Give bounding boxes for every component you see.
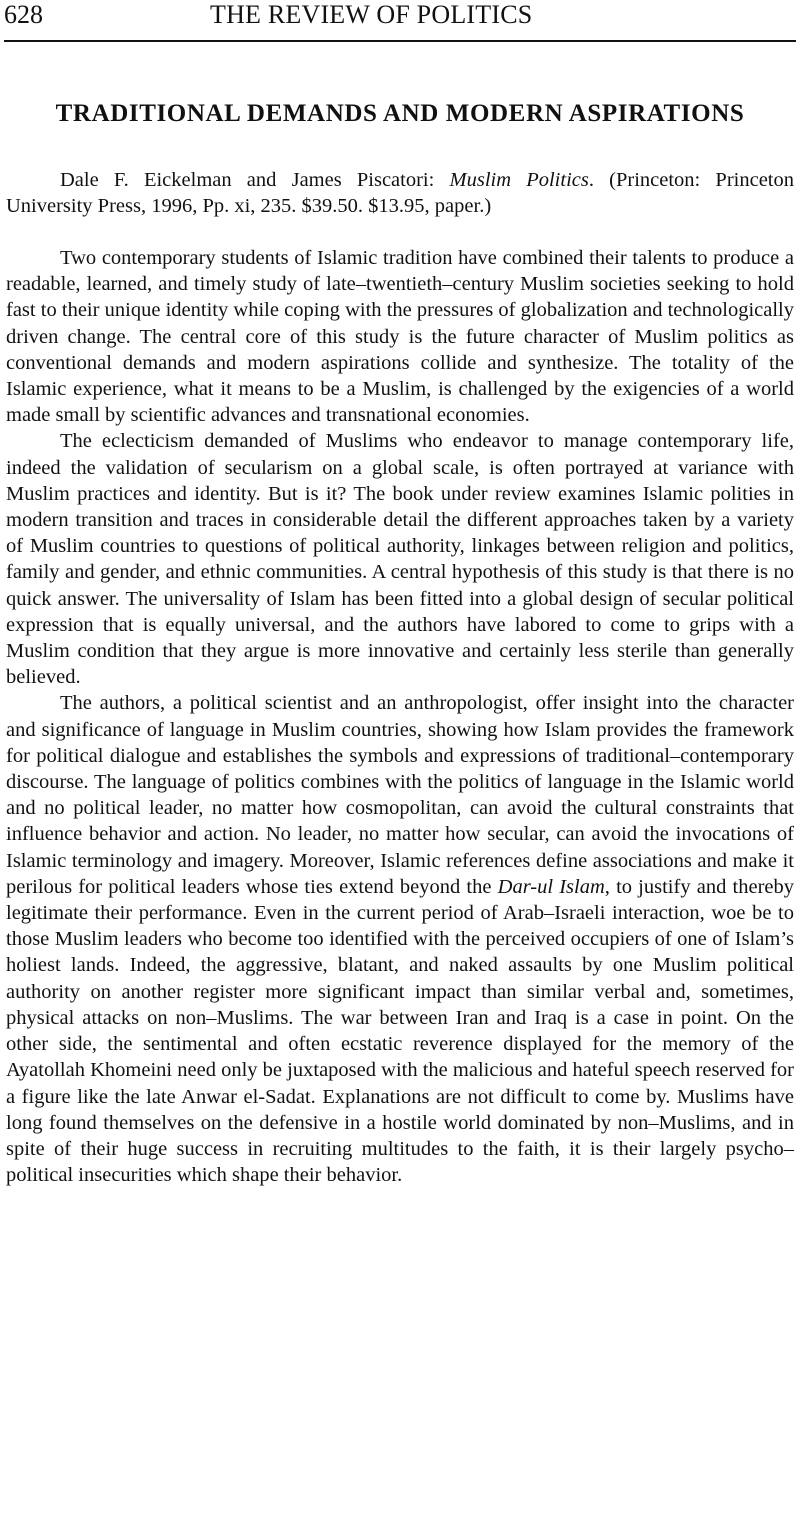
paragraph-1: Two contemporary students of Islamic tradition have combined their talents to produce a readable, learned, and timely study of late–twentieth–century Muslim societies seeking to hold fast to their unique identity while coping with the pressures of globalization and technologically driven change. The central core of this study is the future character of Muslim politics as conventional demands and modern aspirations collide and synthesize. The totality of the Islamic experience, what it means to be a Muslim, is challenged by the exigencies of a world made small by scientific advances and transnational economies. [6, 247, 794, 427]
term-dar-ul-islam: Dar-ul Islam [497, 875, 605, 898]
citation-authors: Dale F. Eickelman and James Piscatori: [60, 169, 450, 191]
book-citation [6, 167, 794, 219]
running-head [4, 0, 796, 34]
citation-book-title: Muslim Politics [449, 169, 589, 191]
article-title: TRADITIONAL DEMANDS AND MODERN ASPIRATIONS [55, 100, 745, 127]
paragraph-3 [6, 690, 794, 1188]
paragraph-3-part-1: The authors, a political scientist and an anthropologist, offer insight into the character and significance of language in Muslim countries, showing how Islam provides the framework for political dialogue and establishes the symbols and expressions of traditional–contemporary discourse. The language of politics combines with the politics of language in the Islamic world and no political leader, no matter how cosmopolitan, can avoid the cultural constraints that influence behavior and action. No leader, no matter how secular, can avoid the invocations of Islamic terminology and imagery. Moreover, Islamic references define associations and make it perilous for political leaders whose ties extend beyond the [6, 692, 794, 898]
review-body [6, 245, 794, 1188]
paragraph-3-part-2: , to justify and thereby legitimate their performance. Even in the current period of Arab–Israeli interaction, woe be to those Muslim leaders who become too identified with the perceived occupiers of one of Islam’s holiest lands. Indeed, the aggressive, blatant, and naked assaults by one Muslim political authority on another register more significant impact than similar verbal and, sometimes, physical attacks on non–Muslims. The war between Iran and Iraq is a case in point. On the other side, the sentimental and often ecstatic reverence displayed for the memory of the Ayatollah Khomeini need only be juxtaposed with the malicious and hateful speech reserved for a figure like the late Anwar el-Sadat. Explanations are not difficult to come by. Muslims have long found themselves on the defensive in a hostile world dominated by non–Muslims, and in spite of their huge success in recruiting multitudes to the faith, it is their largely psycho–political insecurities which shape their behavior. [6, 875, 794, 1187]
header-rule [4, 40, 796, 42]
paragraph-2: The eclecticism demanded of Muslims who endeavor to manage contemporary life, indeed the validation of secularism on a global scale, is often portrayed at variance with Muslim practices and identity. But is it? The book under review examines Islamic polities in modern transition and traces in considerable detail the different approaches taken by a variety of Muslim countries to questions of political authority, linkages between religion and politics, family and gender, and ethnic communities. A central hypothesis of this study is that there is no quick answer. The universality of Islam has been fitted into a global design of secular political expression that is equally universal, and the authors have labored to come to grips with a Muslim condition that they argue is more innovative and certainly less sterile than generally believed. [6, 430, 794, 689]
page-number: 628 [4, 0, 43, 29]
journal-title: THE REVIEW OF POLITICS [210, 0, 533, 29]
citation-details: . (Princeton: Princeton University Press, 1996, Pp. xi, 235. $39.50. $13.95, paper.) [6, 169, 795, 217]
